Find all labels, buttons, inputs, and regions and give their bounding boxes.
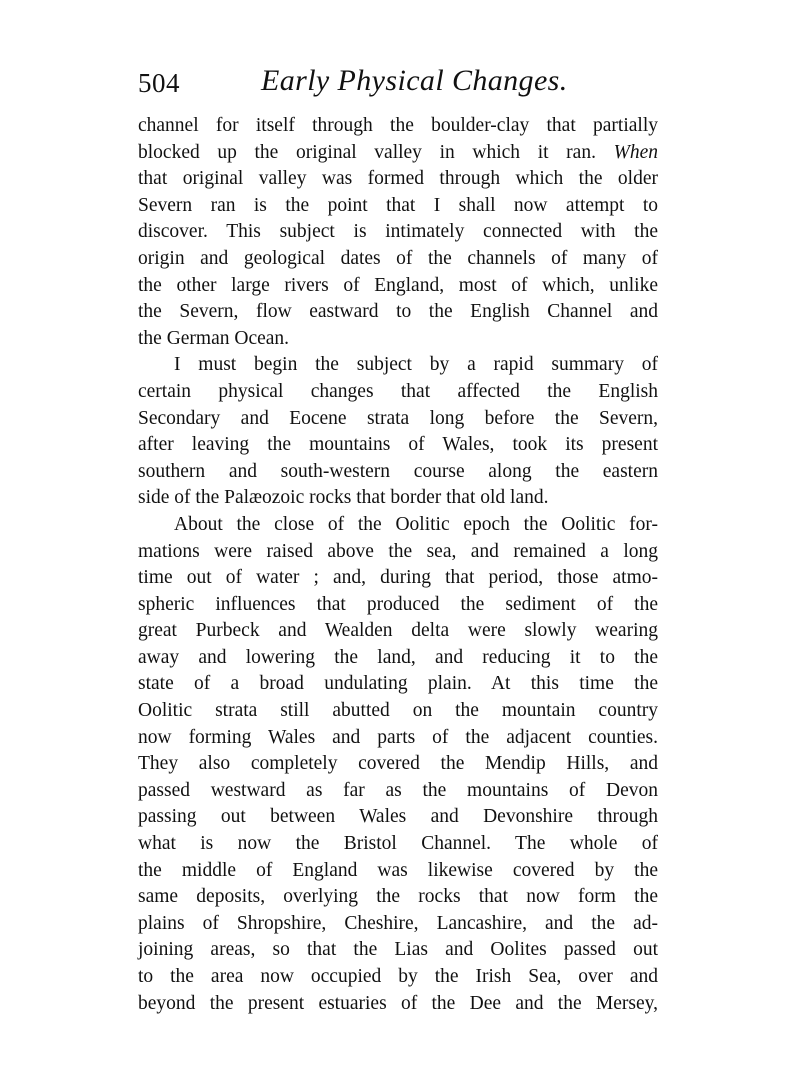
text-line: They also completely covered the Mendip Hills, and bbox=[138, 753, 658, 775]
text-line: same deposits, overlying the rocks that now form the bbox=[138, 886, 658, 908]
text-line: Oolitic strata still abutted on the mountain country bbox=[138, 700, 658, 722]
text-line bbox=[138, 140, 658, 167]
text-line: joining areas, so that the Lias and Oolites passed out bbox=[138, 939, 658, 961]
text-line: plains of Shropshire, Cheshire, Lancashire, and the ad- bbox=[138, 912, 658, 934]
text-line: what is now the Bristol Channel. The whole of bbox=[138, 833, 658, 855]
text-line: discover. This subject is intimately connected with the bbox=[138, 221, 658, 243]
paragraph-2 bbox=[138, 352, 658, 512]
text-line: now forming Wales and parts of the adjacent counties. bbox=[138, 726, 658, 748]
text-line: after leaving the mountains of Wales, took its present bbox=[138, 434, 658, 456]
paragraph-3 bbox=[138, 512, 658, 1017]
text-line: mations were raised above the sea, and remained a long bbox=[138, 540, 658, 562]
text-line: time out of water ; and, during that period, those atmo- bbox=[138, 567, 658, 589]
text-line: spheric influences that produced the sediment of the bbox=[138, 593, 658, 615]
body-text bbox=[138, 113, 658, 1017]
text-line: state of a broad undulating plain. At this time the bbox=[138, 673, 658, 695]
text-line: southern and south-western course along the eastern bbox=[138, 460, 658, 482]
text-line-segment: blocked up the original valley in which it ran. bbox=[138, 141, 596, 163]
text-line: side of the Palæozoic rocks that border that old land. bbox=[138, 487, 549, 509]
text-line: passed westward as far as the mountains of Devon bbox=[138, 779, 658, 801]
page-header bbox=[138, 62, 658, 102]
running-title: Early Physical Changes. bbox=[261, 64, 568, 97]
text-line: the German Ocean. bbox=[138, 327, 290, 349]
text-line: great Purbeck and Wealden delta were slowly wearing bbox=[138, 620, 658, 642]
paragraph-1 bbox=[138, 113, 658, 352]
text-line: away and lowering the land, and reducing it to the bbox=[138, 646, 658, 668]
text-line: the other large rivers of England, most of which, unlike bbox=[138, 274, 658, 296]
text-line: the Severn, flow eastward to the English Channel and bbox=[138, 301, 658, 323]
text-line: origin and geological dates of the channels of many of bbox=[138, 247, 658, 269]
text-line: channel for itself through the boulder-clay that partially bbox=[138, 115, 658, 136]
text-line: to the area now occupied by the Irish Sea, over and bbox=[138, 966, 658, 987]
text-line: the middle of England was likewise covered by the bbox=[138, 859, 658, 881]
text-line: About the close of the Oolitic epoch the Oolitic for- bbox=[174, 513, 658, 535]
text-line: Secondary and Eocene strata long before the Severn, bbox=[138, 407, 658, 429]
italic-word: When bbox=[613, 141, 659, 163]
text-line: passing out between Wales and Devonshire through bbox=[138, 806, 658, 828]
text-line: I must begin the subject by a rapid summary of bbox=[174, 354, 658, 376]
text-line: certain physical changes that affected the English bbox=[138, 380, 658, 402]
text-line: beyond the present estuaries of the Dee and the Mersey, bbox=[138, 992, 658, 1014]
page-number: 504 bbox=[138, 68, 180, 98]
text-line: that original valley was formed through which the older bbox=[138, 168, 658, 190]
text-line: Severn ran is the point that I shall now attempt to bbox=[138, 194, 658, 216]
